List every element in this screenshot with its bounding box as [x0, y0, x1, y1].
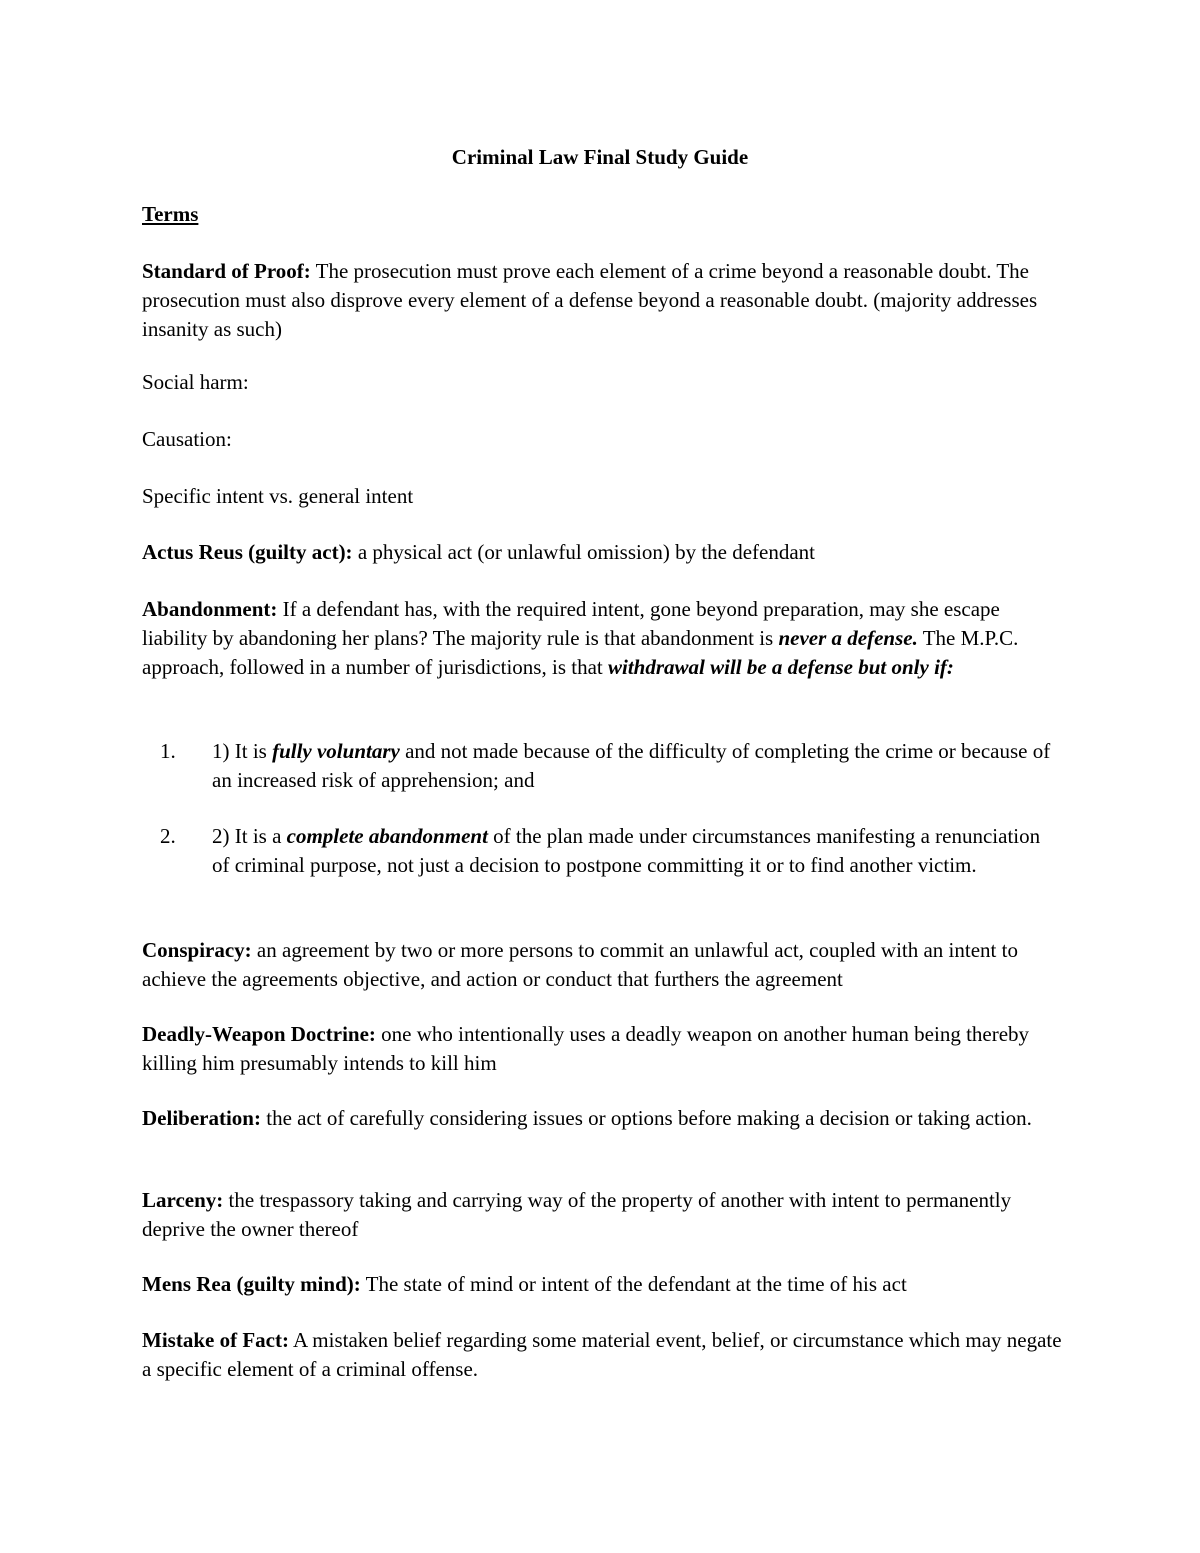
term-definition: The state of mind or intent of the defendant at the time of his act [360, 1272, 907, 1296]
term-label: Larceny: [142, 1188, 224, 1212]
list-item-suffix: of the plan made under circumstances manifesting a renunciation of criminal purpose, not just a decision to postpone committing it or to find another victim. [212, 824, 1041, 877]
term-standard-of-proof [142, 257, 1062, 344]
term-label: Conspiracy: [142, 938, 252, 962]
list-item-prefix: 1) It is [212, 739, 273, 763]
term-definition: a physical act (or unlawful omission) by the defendant [352, 540, 816, 564]
term-conspiracy [142, 936, 1062, 994]
term-label: Mistake of Fact: [142, 1328, 289, 1352]
list-item-emphasis: complete abandonment [286, 824, 488, 848]
list-item-emphasis: fully voluntary [272, 739, 400, 763]
term-social-harm: Social harm: [142, 370, 249, 394]
term-definition: The prosecution must prove each element of a crime beyond a reasonable doubt. The prosecution must also disprove every element of a defense beyond a reasonable doubt. (majority addresses insanity as such) [142, 259, 1038, 341]
term-mens-rea [142, 1270, 1062, 1299]
term-label: Deadly-Weapon Doctrine: [142, 1022, 376, 1046]
term-definition: A mistaken belief regarding some material event, belief, or circumstance which may negate a specific element of a criminal offense. [142, 1328, 1062, 1381]
term-deadly-weapon-doctrine [142, 1020, 1062, 1078]
term-deliberation [142, 1104, 1062, 1133]
emphasis-never-a-defense: never a defense. [778, 626, 918, 650]
term-definition: one who intentionally uses a deadly weapon on another human being thereby killing him presumably intends to kill him [142, 1022, 1030, 1075]
term-label: Abandonment: [142, 597, 278, 621]
term-causation: Causation: [142, 427, 232, 451]
emphasis-withdrawal: withdrawal will be a defense but only if: [607, 655, 954, 679]
list-item-text [212, 822, 1062, 880]
list-item-text [212, 737, 1062, 795]
section-heading-terms: Terms [142, 202, 199, 226]
list-number: 2. [160, 824, 176, 848]
term-label: Deliberation: [142, 1106, 261, 1130]
term-definition: the trespassory taking and carrying way of the property of another with intent to permanently deprive the owner thereof [142, 1188, 1012, 1241]
term-larceny [142, 1186, 1062, 1244]
term-mistake-of-fact [142, 1326, 1062, 1384]
list-item-prefix: 2) It is a [212, 824, 287, 848]
term-specific-intent: Specific intent vs. general intent [142, 484, 414, 508]
term-definition: If a defendant has, with the required intent, gone beyond preparation, may she escape liability by abandoning her plans? The majority rule is that abandonment is [142, 597, 1000, 650]
term-label: Standard of Proof: [142, 259, 311, 283]
term-definition-continued: The M.P.C. approach, followed in a number of jurisdictions, is that [142, 626, 1019, 679]
list-number: 1. [160, 739, 176, 763]
term-actus-reus [142, 538, 1062, 567]
document-title: Criminal Law Final Study Guide [451, 145, 749, 169]
term-label: Actus Reus (guilty act): [142, 540, 353, 564]
term-definition: the act of carefully considering issues or options before making a decision or taking action. [260, 1106, 1032, 1130]
term-label: Mens Rea (guilty mind): [142, 1272, 361, 1296]
term-abandonment [142, 595, 1062, 682]
list-item-suffix: and not made because of the difficulty of completing the crime or because of an increased risk of apprehension; and [212, 739, 1051, 792]
term-definition: an agreement by two or more persons to commit an unlawful act, coupled with an intent to achieve the agreements objective, and action or conduct that furthers the agreement [142, 938, 1018, 991]
